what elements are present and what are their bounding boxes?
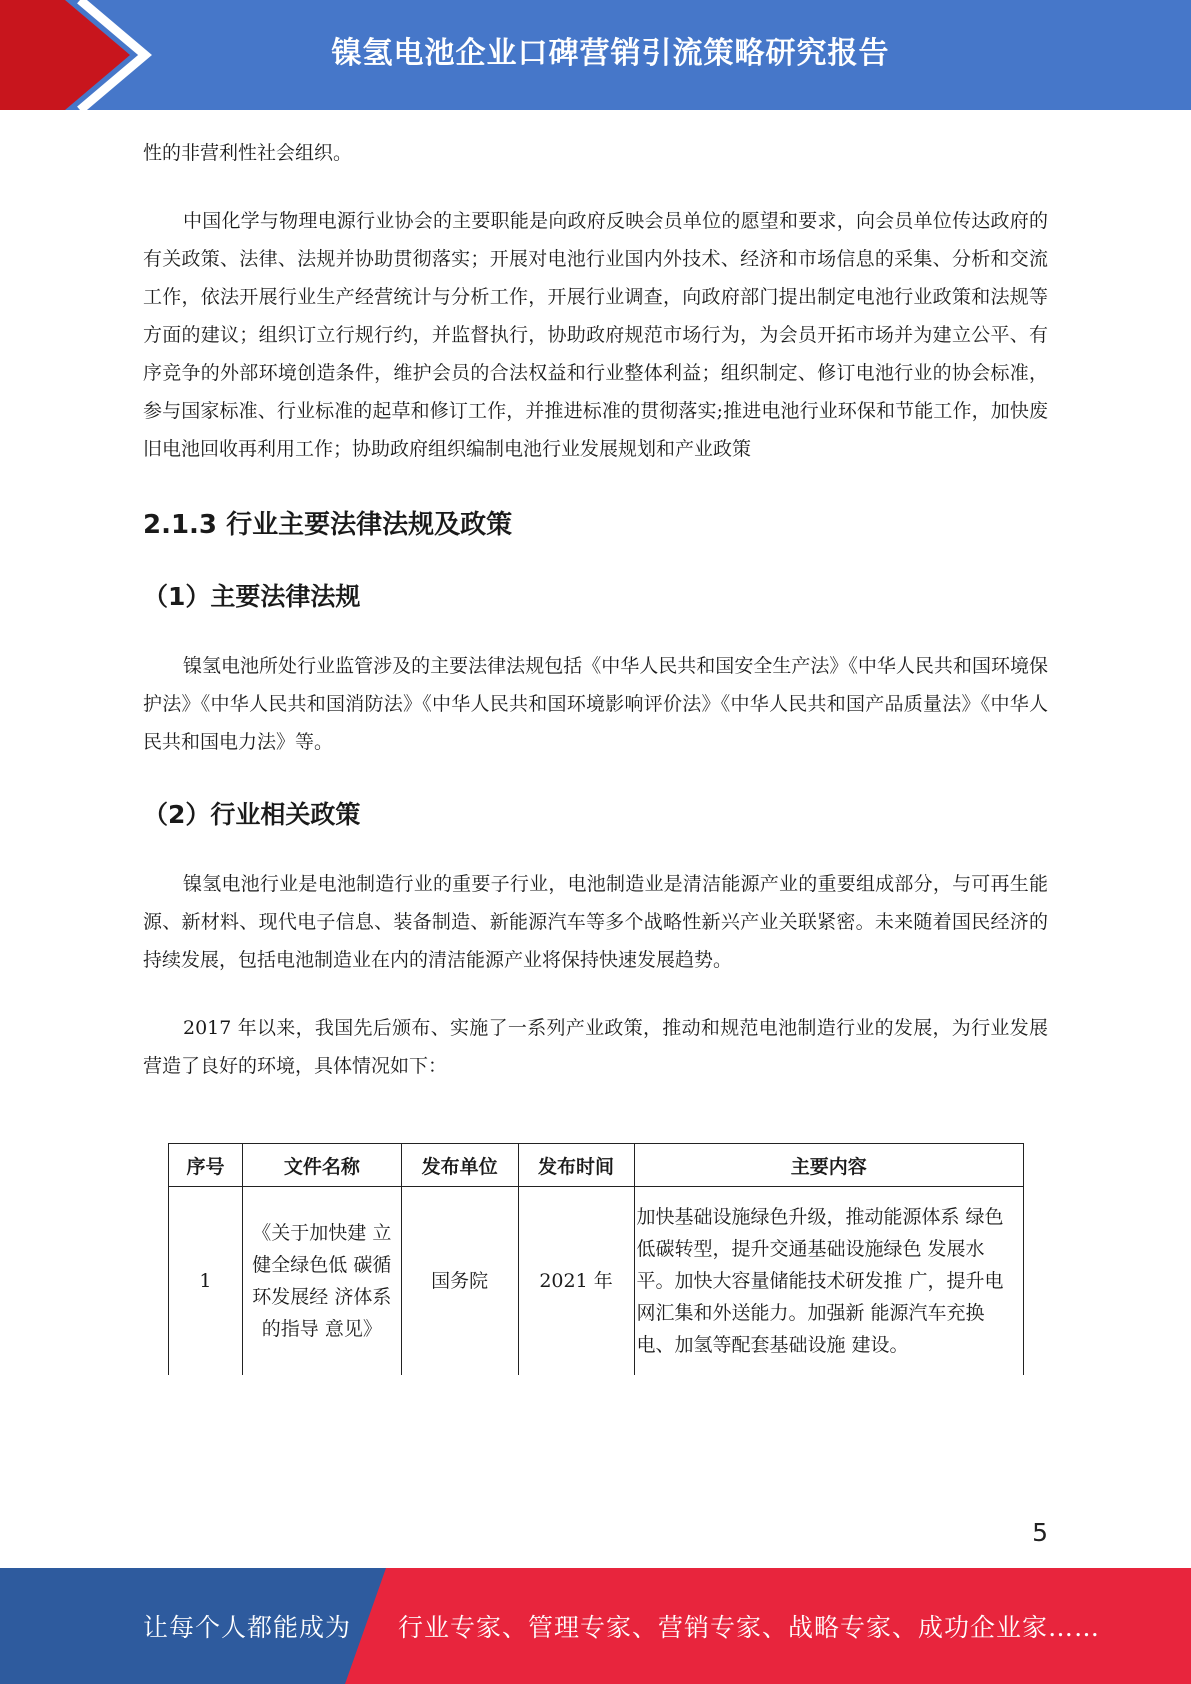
paragraph-industry-overview: 镍氢电池行业是电池制造行业的重要子行业，电池制造业是清洁能源产业的重要组成部分，与可再生能源、新材料、现代电子信息、装备制造、新能源汽车等多个战略性新兴产业关联紧密。未来随着国民经济的持续发展，包括电池制造业在内的清洁能源产业将保持快速发展趋势。	[143, 873, 1048, 971]
column-header-issuer: 发布单位	[401, 1144, 518, 1187]
cell-document-name: 《关于加快建 立健全绿色低 碳循环发展经 济体系的指导 意见》	[242, 1187, 401, 1376]
footer-slogan-right: 行业专家、管理专家、营销专家、战略专家、成功企业家……	[398, 1613, 1101, 1642]
paragraph-laws: 镍氢电池所处行业监管涉及的主要法律法规包括《中华人民共和国安全生产法》《中华人民共和国环境保护法》《中华人民共和国消防法》《中华人民共和国环境影响评价法》《中华人民共和国产品质量法》《中华人民共和国电力法》等。	[143, 655, 1048, 753]
column-header-date: 发布时间	[518, 1144, 634, 1187]
page-content	[143, 134, 1048, 1085]
paragraph-association-functions: 中国化学与物理电源行业协会的主要职能是向政府反映会员单位的愿望和要求，向会员单位传达政府的有关政策、法律、法规并协助贯彻落实；开展对电池行业国内外技术、经济和市场信息的采集、分析和交流工作，依法开展行业生产经营统计与分析工作，开展行业调查，向政府部门提出制定电池行业政策和法规等方面的建议；组织订立行规行约，并监督执行，协助政府规范市场行为，为会员开拓市场并为建立公平、有序竞争的外部环境创造条件，维护会员的合法权益和行业整体利益；组织制定、修订电池行业的协会标准，参与国家标准、行业标准的起草和修订工作，并推进标准的贯彻落实;推进电池行业环保和节能工作，加快废旧电池回收再利用工作；协助政府组织编制电池行业发展规划和产业政策	[143, 210, 1048, 460]
table-header-row	[169, 1144, 1024, 1187]
section-heading-2-1-3: 2.1.3 行业主要法律法规及政策	[143, 510, 513, 540]
cell-main-content: 加快基础设施绿色升级，推动能源体系 绿色低碳转型，提升交通基础设施绿色 发展水平。加快大容量储能技术研发推 广，提升电网汇集和外送能力。加强新 能源汽车充换电、加氢等配套基础设施 建设。	[634, 1187, 1024, 1376]
column-header-content: 主要内容	[634, 1144, 1024, 1187]
page-header	[0, 0, 1191, 110]
page-number: 5	[1032, 1518, 1048, 1547]
page-footer	[0, 1568, 1191, 1684]
paragraph-policy-intro: 2017 年以来，我国先后颁布、实施了一系列产业政策，推动和规范电池制造行业的发展，为行业发展营造了良好的环境，具体情况如下：	[143, 1017, 1048, 1077]
subheading-main-laws: （1）主要法律法规	[143, 582, 361, 611]
table-row	[169, 1187, 1024, 1376]
report-title: 镍氢电池企业口碑营销引流策略研究报告	[331, 36, 890, 71]
column-header-name: 文件名称	[242, 1144, 401, 1187]
policy-table	[168, 1143, 1024, 1375]
paragraph-continuation: 性的非营利性社会组织。	[143, 142, 353, 164]
cell-issuer: 国务院	[401, 1187, 518, 1376]
column-header-no: 序号	[169, 1144, 243, 1187]
cell-no: 1	[169, 1187, 243, 1376]
cell-date: 2021 年	[518, 1187, 634, 1376]
subheading-industry-policy: （2）行业相关政策	[143, 800, 361, 829]
footer-slogan-left: 让每个人都能成为	[143, 1613, 352, 1642]
